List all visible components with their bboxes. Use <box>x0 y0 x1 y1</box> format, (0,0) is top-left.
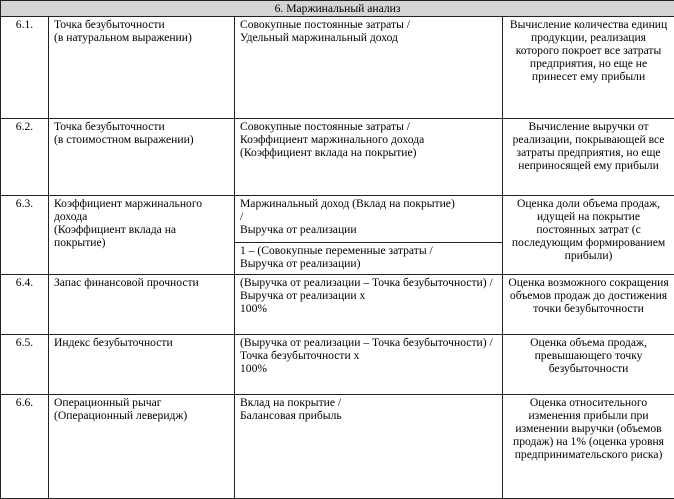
table-row <box>1 395 674 499</box>
purpose-cell: Оценка объема продаж, превышающего точку безубыточности <box>503 335 674 395</box>
purpose-cell: Оценка возможного сокращения объемов продаж до достижения точки безубыточности <box>503 275 674 335</box>
indicator-cell <box>49 335 235 395</box>
purpose-cell: Оценка доли объема продаж, идущей на покрытие постоянных затрат (с последующим формированием прибыли) <box>503 196 674 275</box>
formula: (Выручка от реализации – Точка безубыточности) / Точка безубыточности х 100% <box>240 336 497 375</box>
indicator-name: Точка безубыточности (в натуральном выражении) <box>54 18 229 44</box>
formula: Совокупные постоянные затраты / Коэффициент маржинального дохода (Коэффициент вклада на покрытие) <box>240 120 497 159</box>
row-number: 6.3. <box>1 196 49 275</box>
formula-cell-a <box>235 196 503 243</box>
table-row <box>1 119 674 196</box>
table-row <box>1 196 674 243</box>
formula: Вклад на покрытие / Балансовая прибыль <box>240 396 497 422</box>
formula: (Выручка от реализации – Точка безубыточности) / Выручка от реализации х 100% <box>240 276 497 315</box>
formula-cell <box>235 275 503 335</box>
formula: Совокупные постоянные затраты / Удельный маржинальный доход <box>240 18 497 44</box>
formula-cell-b <box>235 243 503 275</box>
formula-cell <box>235 335 503 395</box>
section-header-row <box>1 1 674 17</box>
purpose-cell: Вычисление выручки от реализации, покрывающей все затраты предприятия, но еще неприносящей ему прибыли <box>503 119 674 196</box>
table-row <box>1 275 674 335</box>
table-row <box>1 17 674 119</box>
indicator-cell <box>49 17 235 119</box>
indicator-name: Операционный рычаг (Операционный левеҏидж) <box>54 396 229 422</box>
indicator-name: Индекс безубыточности <box>54 336 229 349</box>
table-row <box>1 335 674 395</box>
indicator-cell <box>49 119 235 196</box>
formula-cell <box>235 119 503 196</box>
formula-cell <box>235 395 503 499</box>
row-number: 6.2. <box>1 119 49 196</box>
indicator-name: Запас финансовой прочности <box>54 276 229 289</box>
row-number: 6.6. <box>1 395 49 499</box>
section-title: 6. Маржинальный анализ <box>1 1 674 17</box>
indicator-cell <box>49 196 235 275</box>
purpose-cell: Вычисление количества единиц продукции, реализация которого покроет все затраты предприятия, но еще не принесет ему прибыли <box>503 17 674 119</box>
purpose-cell: Оценка относительного изменения прибыли при изменении выручки (объемов продаж) на 1% (оценка уровня предпринимательского риска) <box>503 395 674 499</box>
row-number: 6.1. <box>1 17 49 119</box>
indicator-cell <box>49 395 235 499</box>
formula-a: Маржинальный доход (Вклад на покрытие) / Выручка от реализации <box>240 197 497 236</box>
formula-b: 1 – (Совокупные переменные затраты / Выручка от реализации) <box>240 244 497 270</box>
indicator-name: Точка безубыточности (в стоимостном выражении) <box>54 120 229 146</box>
formula-cell <box>235 17 503 119</box>
row-number: 6.4. <box>1 275 49 335</box>
row-number: 6.5. <box>1 335 49 395</box>
indicator-cell <box>49 275 235 335</box>
indicator-name: Коэффициент маржинального дохода (Коэффициент вклада на покрытие) <box>54 197 229 249</box>
